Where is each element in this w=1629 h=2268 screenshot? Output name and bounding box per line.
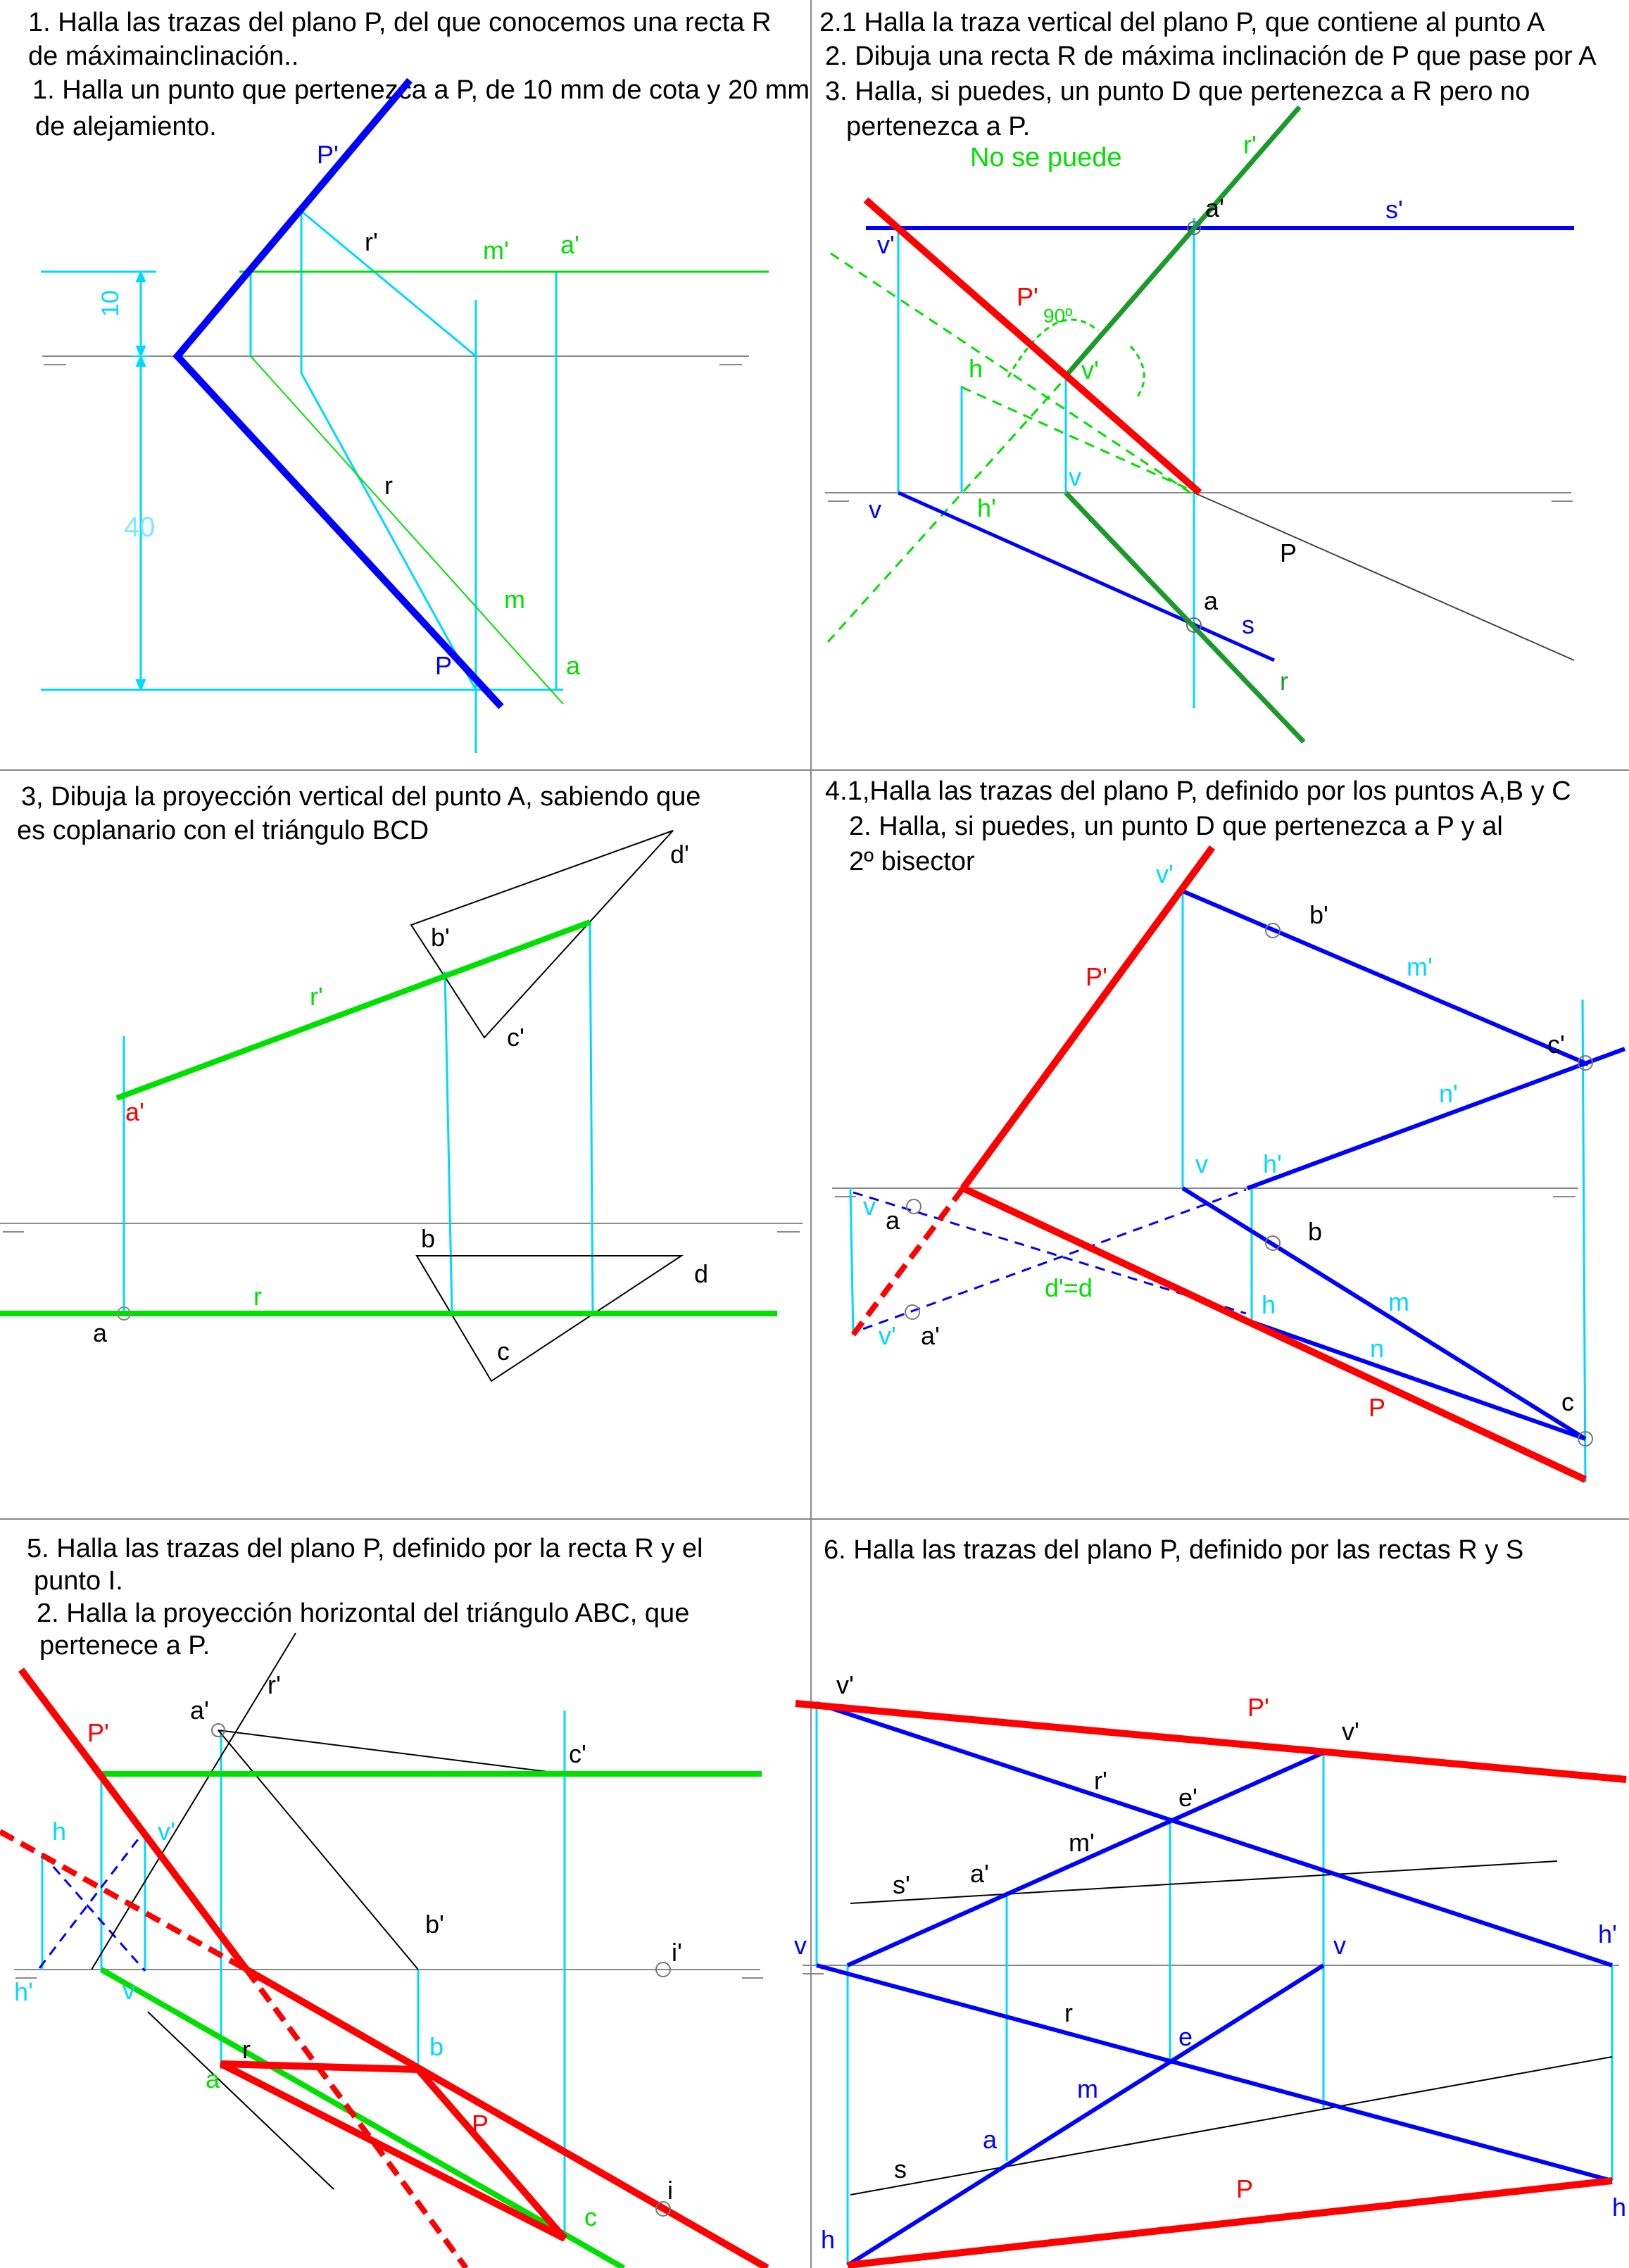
p5-title-line1: 5. Halla las trazas del plano P, definido por la recta R y el <box>27 1534 703 1563</box>
p1-label-P: P <box>435 651 453 680</box>
p3-label-ap: a' <box>125 1097 144 1126</box>
p3-triangle-vertical <box>411 831 673 1038</box>
p5-label-c: c <box>584 2203 597 2231</box>
p1-title-line4: de alejamiento. <box>35 112 217 141</box>
p4-label-cp: c' <box>1547 1030 1565 1059</box>
p4-label-np: n' <box>1439 1079 1458 1108</box>
p4-label-ap: a' <box>921 1321 940 1350</box>
panel-1 <box>28 8 810 753</box>
p5-black-lines <box>92 1633 565 2189</box>
p2-label-a: a <box>1204 586 1219 615</box>
p3-projectors <box>124 922 593 1313</box>
p5-label-P: P <box>472 2110 489 2138</box>
p1-line-m <box>239 272 769 704</box>
p5-title-line3: 2. Halla la proyección horizontal del triángulo ABC, que <box>37 1599 690 1628</box>
p6-label-ep: e' <box>1178 1783 1197 1812</box>
p4-title-line3: 2º bisector <box>849 847 975 876</box>
p3-label-d: d <box>694 1259 709 1288</box>
p5-triangle-horizontal <box>221 2064 565 2238</box>
p1-label-ap: a' <box>560 230 579 259</box>
p4-label-hp: h' <box>1263 1149 1282 1178</box>
p5-label-vp: v' <box>158 1817 175 1846</box>
p3-line-r-vertical <box>117 922 590 1098</box>
p6-label-P: P <box>1236 2174 1254 2203</box>
p4-title-line2: 2. Halla, si puedes, un punto D que pertenezca a P y al <box>849 812 1503 841</box>
p5-label-v: v <box>122 1976 135 2005</box>
p3-label-c: c <box>497 1337 510 1366</box>
p2-label-s: s <box>1242 610 1254 639</box>
p4-label-v: v <box>1195 1149 1208 1178</box>
p2-P-vertical-trace <box>866 200 1200 493</box>
p2-label-P: P <box>1280 538 1297 567</box>
p1-title-line1: 1. Halla las trazas del plano P, del que conocemos una recta R <box>28 8 772 37</box>
p1-title-line3: 1. Halla un punto que pertenezca a P, de 10 mm de cota y 20 mm <box>32 75 810 105</box>
p4-label-m: m <box>1388 1287 1409 1316</box>
p4-label-c: c <box>1561 1387 1574 1416</box>
p6-label-hp: h' <box>1598 1920 1617 1948</box>
p3-label-cp: c' <box>507 1023 524 1052</box>
p6-label-mp: m' <box>1069 1828 1095 1857</box>
p2-label-r: r <box>1280 667 1288 695</box>
p6-label-sp: s' <box>893 1870 910 1899</box>
p5-label-a: a <box>206 2065 220 2093</box>
p2-label-vp2: v' <box>1081 355 1099 384</box>
p5-label-bp: b' <box>425 1910 444 1939</box>
p1-label-mp: m' <box>483 236 509 265</box>
p2-label-ap: a' <box>1205 194 1224 222</box>
panel-6 <box>794 1535 1626 2265</box>
p2-label-vp: v' <box>877 230 895 259</box>
p3-label-b: b <box>421 1224 436 1253</box>
p6-label-s: s <box>894 2155 907 2184</box>
p6-lines-r-m <box>817 1703 1612 2265</box>
p2-label-h: h <box>969 354 983 383</box>
p5-label-rp: r' <box>268 1670 281 1699</box>
p5-label-hp: h' <box>14 1977 33 2006</box>
panel-2 <box>819 8 1597 742</box>
p6-label-m: m <box>1077 2074 1098 2103</box>
p6-label-e: e <box>1178 2022 1193 2051</box>
p6-label-v: v <box>794 1931 807 1960</box>
p1-dim-40: 40 <box>124 512 156 543</box>
p6-title-line1: 6. Halla las trazas del plano P, definido por las rectas R y S <box>824 1535 1524 1565</box>
panel-4 <box>825 776 1625 1482</box>
p5-label-r: r <box>242 2035 251 2064</box>
p4-label-Pp: P' <box>1086 962 1107 991</box>
p4-label-P: P <box>1369 1393 1386 1422</box>
p5-label-h: h <box>52 1817 67 1846</box>
p5-label-b: b <box>429 2032 444 2061</box>
p4-label-mp: m' <box>1407 952 1433 981</box>
p4-label-dd: d'=d <box>1045 1273 1093 1302</box>
p6-label-vp2: v' <box>1342 1717 1359 1746</box>
p2-line-r <box>1066 107 1304 742</box>
p6-label-h: h <box>821 2225 836 2254</box>
p5-title-line2: punto I. <box>34 1566 123 1596</box>
p6-plane-vertical-trace <box>795 1703 1626 1779</box>
p2-label-rp: r' <box>1243 130 1257 159</box>
p4-label-b: b <box>1308 1217 1323 1246</box>
p3-label-rp: r' <box>310 982 323 1011</box>
p6-label-rp: r' <box>1094 1766 1107 1795</box>
p3-label-a: a <box>93 1318 108 1347</box>
p4-plane-traces <box>853 848 1585 1480</box>
p2-label-v: v <box>1069 462 1081 491</box>
p3-triangle-horizontal <box>417 1256 681 1381</box>
p3-label-bp: b' <box>431 923 450 952</box>
p3-title-line2: es coplanario con el triángulo BCD <box>17 816 429 845</box>
p4-label-v2: v <box>863 1192 876 1221</box>
p2-dashed-construction <box>828 253 1197 642</box>
p6-label-vp: v' <box>836 1670 854 1699</box>
p2-title-line3: 3. Halla, si puedes, un punto D que pertenezca a R pero no <box>825 77 1530 106</box>
p5-label-ap: a' <box>190 1696 209 1725</box>
p4-lines-m-n <box>1183 891 1625 1439</box>
panel-5 <box>0 1534 767 2268</box>
p5-label-Pp: P' <box>87 1718 109 1747</box>
p6-projectors <box>817 1703 1612 2265</box>
p4-dashed-lines <box>853 1190 1246 1329</box>
p3-label-dp: d' <box>670 840 689 869</box>
p2-title-line1: 2.1 Halla la traza vertical del plano P, que contiene al punto A <box>819 8 1545 37</box>
p1-label-Pp: P' <box>317 140 339 169</box>
p6-label-a: a <box>983 2125 998 2154</box>
p1-label-rp: r' <box>365 227 378 256</box>
p1-plane-traces <box>177 80 501 707</box>
p5-projectors <box>42 1711 565 2238</box>
p2-title-line2: 2. Dibuja una recta R de máxima inclinación de P que pase por A <box>825 42 1597 71</box>
p5-green-frontal-horizontal <box>101 1970 624 2268</box>
p6-label-Pp: P' <box>1247 1693 1269 1722</box>
p4-label-a: a <box>886 1206 900 1235</box>
p5-label-cp: c' <box>569 1739 586 1768</box>
p6-label-v2: v <box>1333 1931 1346 1960</box>
p4-label-vp: v' <box>1156 859 1174 888</box>
panel-3 <box>0 782 803 1381</box>
p6-label-h2: h <box>1612 2193 1627 2222</box>
p1-title-line2: de máximainclinación.. <box>28 42 299 71</box>
p1-label-a: a <box>566 651 581 680</box>
p6-label-ap: a' <box>970 1859 989 1888</box>
p2-no-se-puede: No se puede <box>970 143 1122 172</box>
p4-label-n: n <box>1370 1334 1385 1363</box>
p5-label-i: i <box>667 2176 673 2205</box>
p2-label-v2: v <box>869 495 881 524</box>
p2-title-line4: pertenezca a P. <box>846 112 1031 141</box>
p2-label-sp: s' <box>1385 195 1403 224</box>
p2-projectors <box>898 218 1194 708</box>
p4-label-vp2: v' <box>879 1321 896 1350</box>
p1-label-r: r <box>384 471 393 500</box>
p5-label-ip: i' <box>672 1938 682 1967</box>
p4-title-line1: 4.1,Halla las trazas del plano P, definido por los puntos A,B y C <box>825 776 1571 806</box>
p5-title-line4: pertenece a P. <box>39 1631 210 1661</box>
p3-label-r: r <box>253 1282 262 1311</box>
p1-dim-10: 10 <box>97 290 124 317</box>
p4-label-h: h <box>1262 1290 1276 1319</box>
p3-title-line1: 3, Dibuja la proyección vertical del punto A, sabiendo que <box>21 782 701 812</box>
p1-label-m: m <box>504 585 525 614</box>
p4-label-bp: b' <box>1309 900 1328 929</box>
p2-label-hp: h' <box>977 493 996 522</box>
p2-angle-label: 90º <box>1043 305 1073 327</box>
p6-label-r: r <box>1064 1998 1073 2027</box>
p5-dashed-blue <box>39 1830 145 1971</box>
p2-label-Pp: P' <box>1017 282 1038 311</box>
